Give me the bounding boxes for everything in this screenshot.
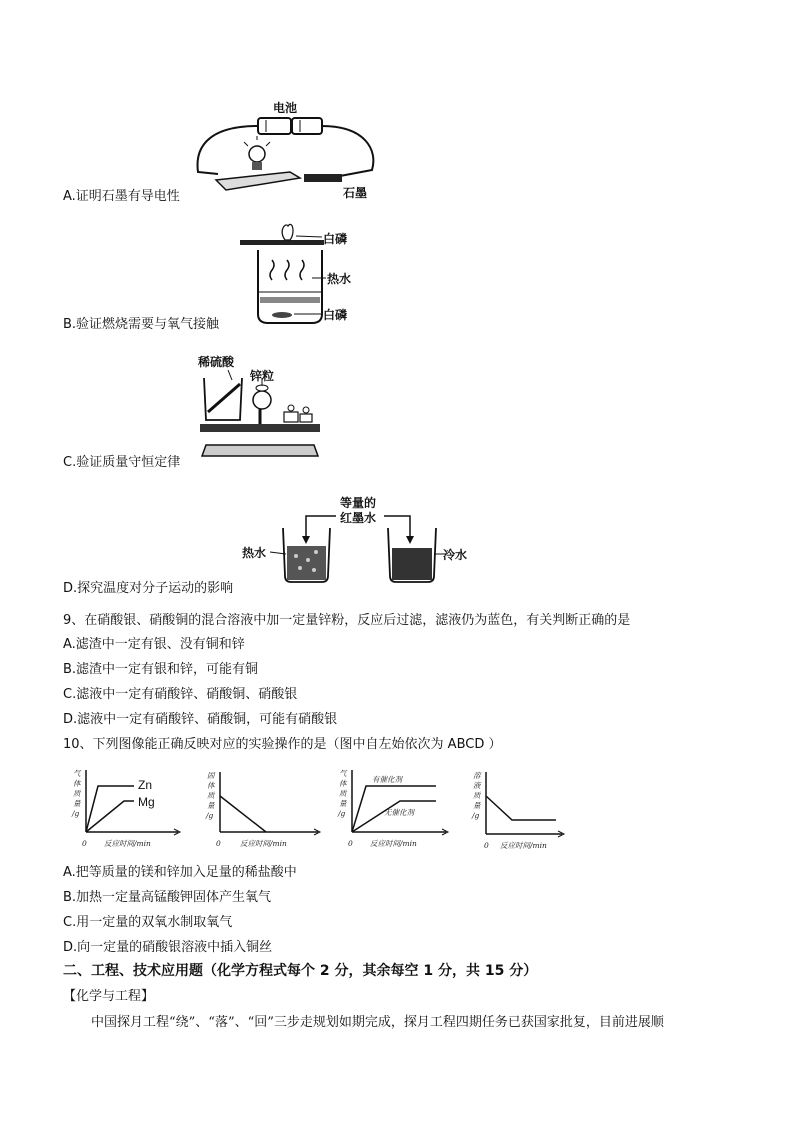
dilute-sulfuric-acid-label: 稀硫酸 (198, 355, 235, 369)
q9-option-a: A.滤渣中一定有银、没有铜和锌 (63, 637, 245, 652)
g4-ylabel-2: 质 (473, 791, 481, 800)
g3-ylabel-4: /g (338, 809, 346, 818)
graphite-label: 石墨 (343, 186, 368, 200)
q10-option-b: B.加热一定量高锰酸钾固体产生氧气 (63, 890, 272, 905)
zinc-granules-label: 锌粒 (250, 369, 275, 383)
g1-series-mg: Mg (138, 795, 155, 809)
hot-water-label-d: 热水 (242, 546, 267, 560)
option-b-label: B.验证燃烧需要与氧气接触 (63, 317, 220, 332)
q9-option-d: D.滤液中一定有硝酸锌、硝酸铜，可能有硝酸银 (63, 712, 338, 727)
white-phosphorus-bottom-label: 白磷 (323, 308, 348, 322)
g4-xlabel: 反应时间/min (500, 841, 547, 850)
q9-stem: 9、在硝酸银、硝酸铜的混合溶液中加一定量锌粉，反应后过滤，滤液仍为蓝色，有关判断正确的是 (63, 613, 631, 628)
g1-ylabel-1: 体 (73, 779, 81, 788)
section-2-paragraph: 中国探月工程“绕”、“落”、“回”三步走规划如期完成，探月工程四期任务已获国家批复，目前进展顺 (91, 1015, 664, 1030)
battery-label: 电池 (273, 101, 298, 115)
g3-ylabel-0: 气 (339, 769, 347, 778)
g3-series-catalyst: 有催化剂 (372, 775, 402, 784)
option-c-label: C.验证质量守恒定律 (63, 455, 181, 470)
g2-origin: 0 (216, 839, 221, 848)
ink-label-line2: 红墨水 (340, 511, 377, 525)
q10-stem: 10、下列图像能正确反映对应的实验操作的是（图中自左始依次为 ABCD ） (63, 737, 502, 752)
q9-option-b: B.滤渣中一定有银和锌，可能有铜 (63, 662, 259, 677)
g4-ylabel-1: 液 (473, 781, 481, 790)
g3-xlabel: 反应时间/min (370, 839, 417, 848)
q10-option-d: D.向一定量的硝酸银溶液中插入铜丝 (63, 940, 273, 955)
g4-origin: 0 (484, 841, 489, 850)
g3-ylabel-3: 量 (339, 799, 347, 808)
white-phosphorus-top-label: 白磷 (323, 232, 348, 246)
g1-ylabel-2: 质 (73, 789, 81, 798)
g4-ylabel-0: 溶 (473, 771, 481, 780)
g3-origin: 0 (348, 839, 353, 848)
hot-water-label: 热水 (327, 272, 352, 286)
option-d-label: D.探究温度对分子运动的影响 (63, 581, 234, 596)
cold-water-label: 冷水 (443, 548, 468, 562)
g1-ylabel-4: /g (72, 809, 80, 818)
q10-option-a: A.把等质量的镁和锌加入足量的稀盐酸中 (63, 865, 297, 880)
g3-series-no-catalyst: 无催化剂 (384, 808, 414, 817)
q10-option-c: C.用一定量的双氧水制取氧气 (63, 915, 233, 930)
g1-ylabel-0: 气 (73, 769, 81, 778)
g2-ylabel-4: /g (206, 811, 214, 820)
g4-ylabel-4: /g (472, 811, 480, 820)
q9-option-c: C.滤液中一定有硝酸锌、硝酸铜、硝酸银 (63, 687, 298, 702)
g2-ylabel-1: 体 (207, 781, 215, 790)
section-2-subtitle: 【化学与工程】 (63, 989, 155, 1004)
g2-xlabel: 反应时间/min (240, 839, 287, 848)
g4-ylabel-3: 量 (473, 801, 481, 810)
g1-series-zn: Zn (138, 778, 153, 792)
g1-xlabel: 反应时间/min (104, 839, 151, 848)
g1-ylabel-3: 量 (73, 799, 81, 808)
section-2-title: 二、工程、技术应用题（化学方程式每个 2 分，其余每空 1 分，共 15 分） (63, 963, 538, 979)
g3-ylabel-2: 质 (339, 789, 347, 798)
g2-ylabel-0: 固 (207, 771, 215, 780)
g1-origin: 0 (82, 839, 87, 848)
g2-ylabel-2: 质 (207, 791, 215, 800)
option-a-label: A.证明石墨有导电性 (63, 189, 180, 204)
ink-label-line1: 等量的 (340, 496, 377, 510)
g2-ylabel-3: 量 (207, 801, 215, 810)
g3-ylabel-1: 体 (339, 779, 347, 788)
